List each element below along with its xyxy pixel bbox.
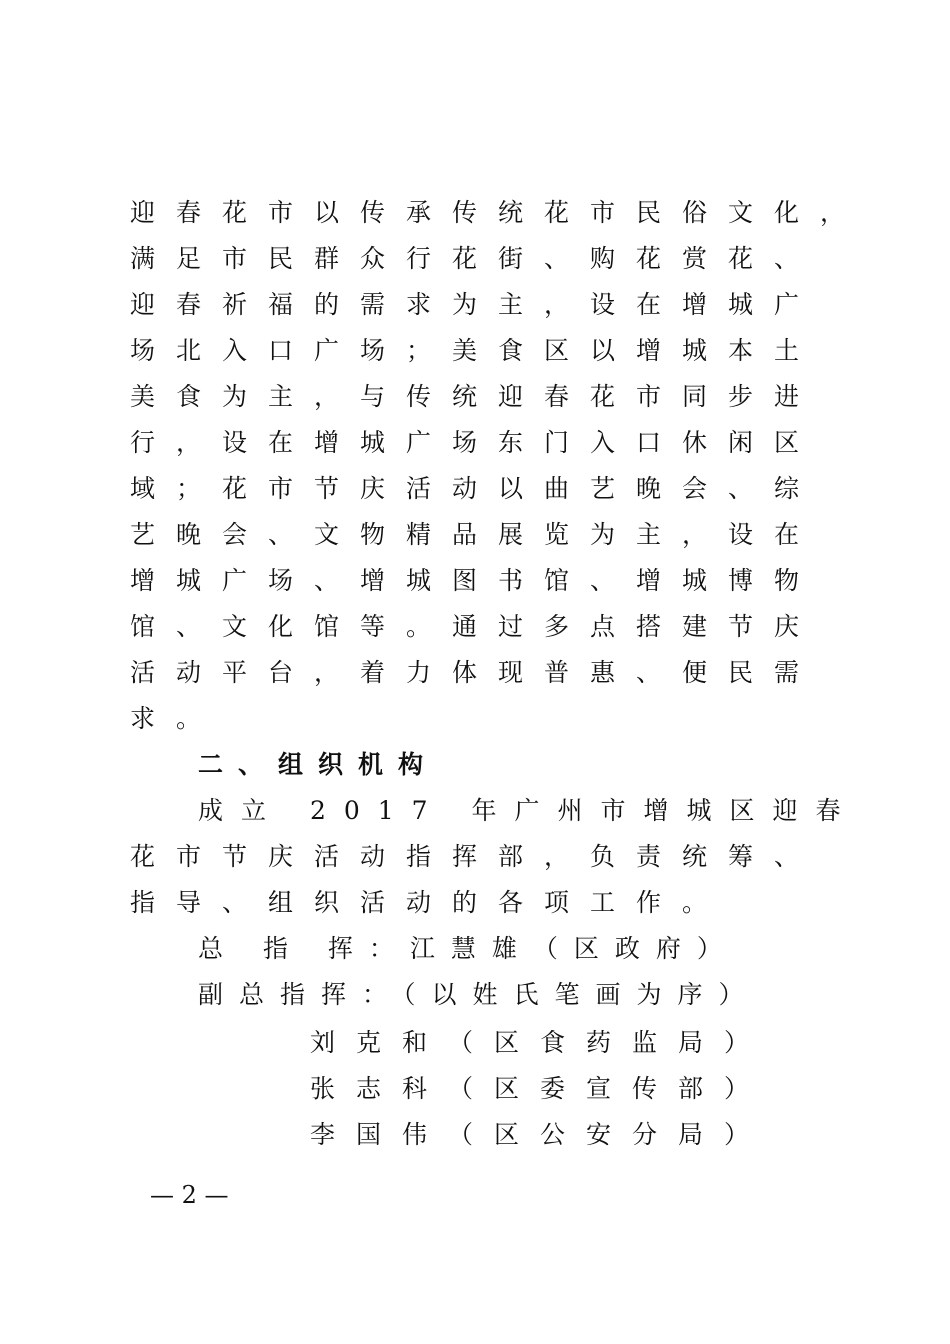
deputy-entry: 张志科（区委宣传部） — [310, 1074, 771, 1103]
body-line: 活动平台，着力体现普惠、便民需 — [130, 658, 821, 687]
body-line: 行，设在增城广场东门入口休闲区 — [130, 428, 821, 457]
page-number: — 2 — — [150, 1181, 229, 1209]
section-line: 花市节庆活动指挥部，负责统筹、 — [130, 842, 821, 871]
deputy-entry: 刘克和（区食药监局） — [310, 1028, 771, 1057]
deputy-entry: 李国伟（区公安分局） — [310, 1120, 771, 1149]
section-line: 成立 2017 年广州市增城区迎春 — [198, 796, 859, 825]
body-line: 求。 — [130, 704, 223, 733]
body-line: 满足市民群众行花街、购花赏花、 — [130, 244, 821, 273]
body-line: 迎春祈福的需求为主，设在增城广 — [130, 290, 821, 319]
section-line: 指导、组织活动的各项工作。 — [130, 888, 729, 917]
body-line: 增城广场、增城图书馆、增城博物 — [130, 566, 821, 595]
body-line: 域；花市节庆活动以曲艺晚会、综 — [130, 474, 821, 503]
body-line: 场北入口广场；美食区以增城本土 — [130, 336, 821, 365]
body-line: 馆、文化馆等。通过多点搭建节庆 — [130, 612, 821, 641]
commander-line: 总 指 挥：江慧雄（区政府） — [198, 934, 738, 963]
section-heading: 二、组织机构 — [198, 750, 439, 779]
body-line: 迎春花市以传承传统花市民俗文化， — [130, 198, 867, 227]
deputy-heading: 副总指挥：（以姓氏笔画为序） — [198, 980, 760, 1009]
body-line: 艺晚会、文物精品展览为主，设在 — [130, 520, 821, 549]
body-line: 美食为主，与传统迎春花市同步进 — [130, 382, 821, 411]
